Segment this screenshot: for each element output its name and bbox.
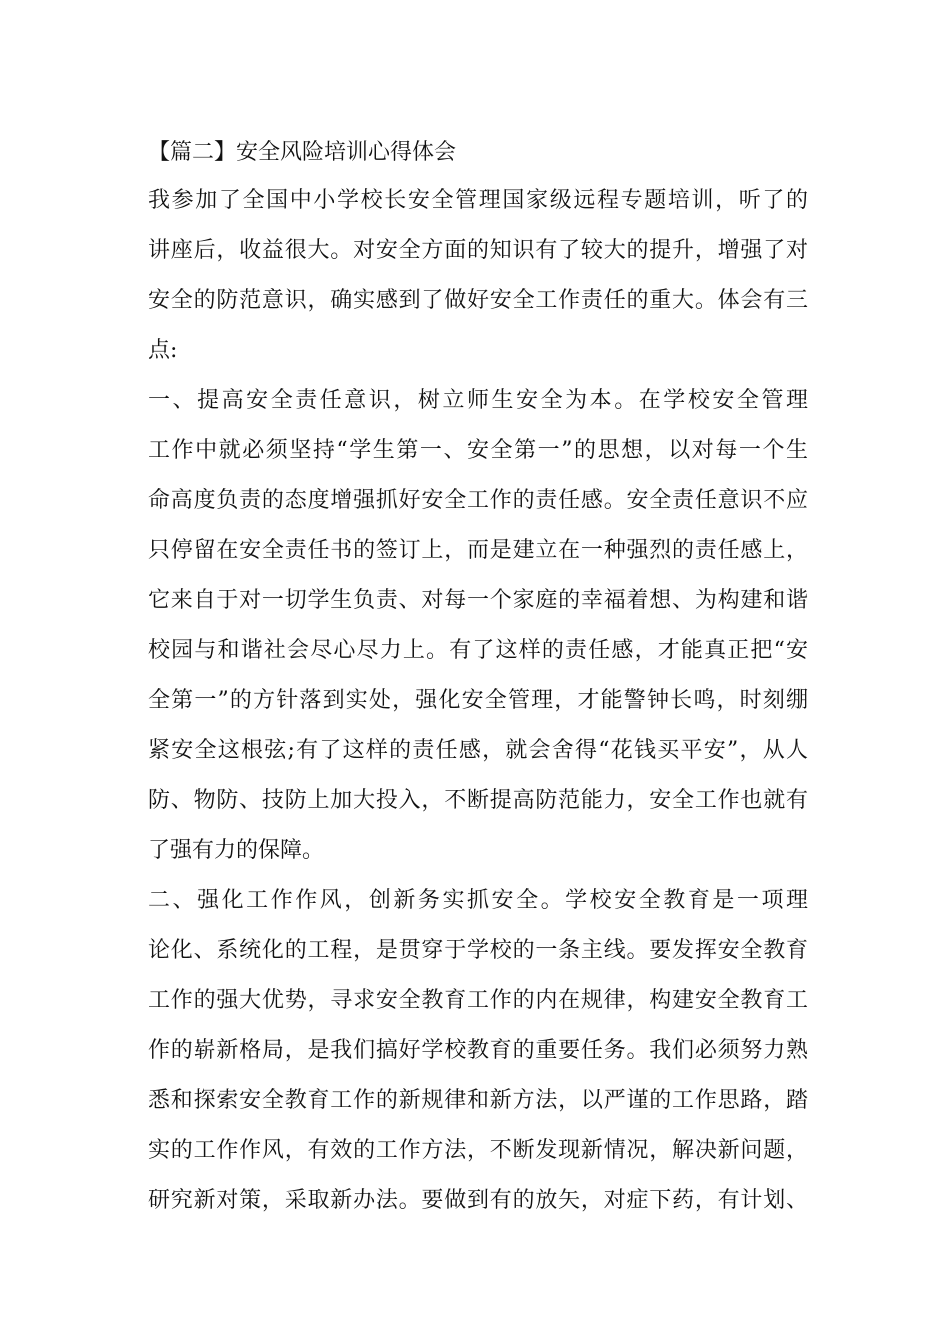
text-line: 紧安全这根弦;有了这样的责任感，就会舍得“花钱买平安”，从人 [148, 738, 808, 763]
text-line: 我参加了全国中小学校长安全管理国家级远程专题培训，听了的 [148, 188, 808, 213]
text-line: 安全的防范意识，确实感到了做好安全工作责任的重大。体会有三 [148, 288, 808, 313]
text-line: 一、提高安全责任意识，树立师生安全为本。在学校安全管理 [148, 388, 808, 413]
text-line: 工作中就必须坚持“学生第一、安全第一”的思想，以对每一个生 [148, 438, 808, 463]
text-line: 实的工作作风，有效的工作方法，不断发现新情况，解决新问题， [148, 1138, 808, 1163]
text-line: 点: [148, 338, 178, 363]
text-line: 工作的强大优势，寻求安全教育工作的内在规律，构建安全教育工 [148, 988, 808, 1013]
text-line: 作的崭新格局，是我们搞好学校教育的重要任务。我们必须努力熟 [148, 1038, 808, 1063]
text-line: 讲座后，收益很大。对安全方面的知识有了较大的提升，增强了对 [148, 238, 808, 263]
text-line: 悉和探索安全教育工作的新规律和新方法，以严谨的工作思路，踏 [148, 1088, 808, 1113]
text-line: 全第一”的方针落到实处，强化安全管理，才能警钟长鸣，时刻绷 [148, 688, 808, 713]
text-line: 校园与和谐社会尽心尽力上。有了这样的责任感，才能真正把“安 [148, 638, 808, 663]
text-line: 二、强化工作作风，创新务实抓安全。学校安全教育是一项理 [148, 888, 808, 913]
text-line: 只停留在安全责任书的签订上，而是建立在一种强烈的责任感上， [148, 538, 808, 563]
text-line: 了强有力的保障。 [148, 838, 325, 863]
text-line: 防、物防、技防上加大投入，不断提高防范能力，安全工作也就有 [148, 788, 808, 813]
text-line: 论化、系统化的工程，是贯穿于学校的一条主线。要发挥安全教育 [148, 938, 808, 963]
text-line: 它来自于对一切学生负责、对每一个家庭的幸福着想、为构建和谐 [148, 588, 808, 613]
text-line: 研究新对策，采取新办法。要做到有的放矢，对症下药，有计划、 [148, 1188, 808, 1213]
text-line: 命高度负责的态度增强抓好安全工作的责任感。安全责任意识不应 [148, 488, 808, 513]
section-heading: 【篇二】安全风险培训心得体会 [148, 140, 457, 165]
